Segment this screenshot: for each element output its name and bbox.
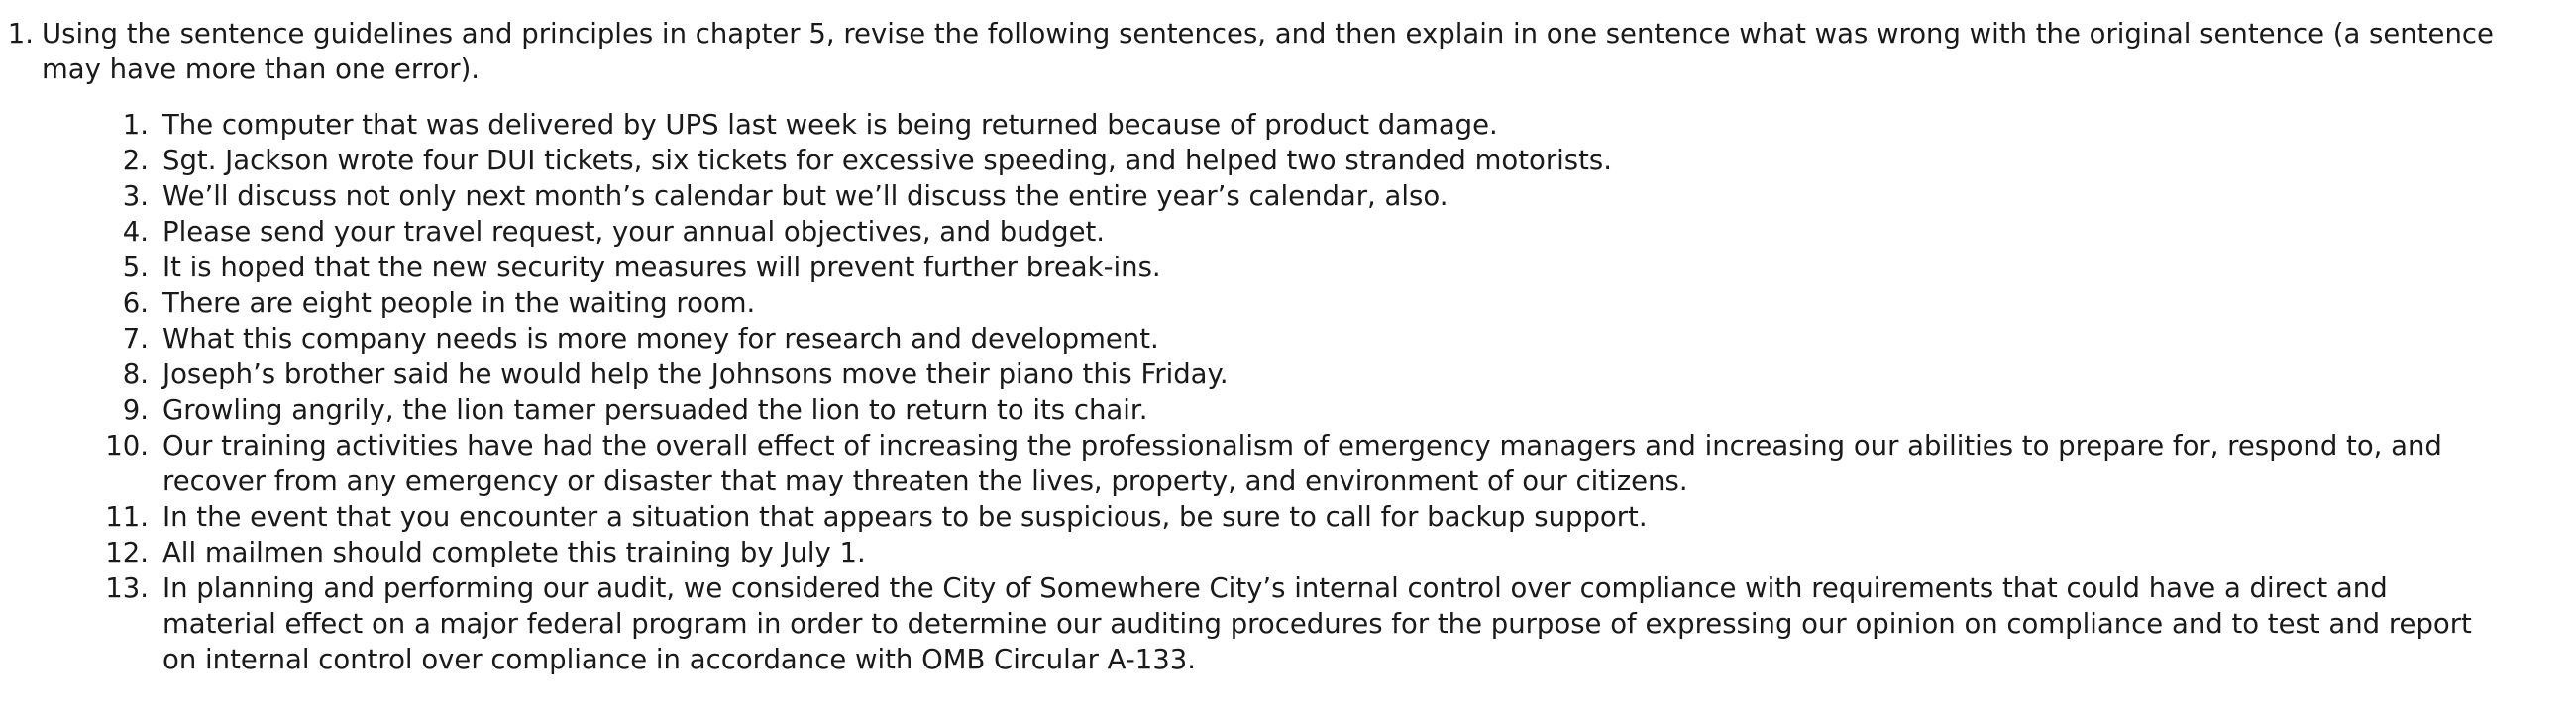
- sentence-number: 6.: [122, 287, 149, 319]
- sentence-item: [105, 570, 2507, 677]
- sentence-number: 3.: [122, 180, 149, 212]
- sentence-item: [121, 178, 2507, 214]
- question-number: 1.: [7, 18, 34, 50]
- sentence-text: In planning and performing our audit, we considered the City of Somewhere City’s internal control over compliance with requirements that could have a direct and material effect on a major federal program in order to determine our auditing procedures for the purpose of expressing our opinion on compliance and to test and report on internal control over compliance in accordance with OMB Circular A-133.: [162, 572, 2472, 675]
- sentence-text: What this company needs is more money for research and development.: [162, 323, 1159, 355]
- sentence-item: [121, 321, 2507, 357]
- sentence-text: Please send your travel request, your annual objectives, and budget.: [162, 216, 1106, 248]
- sentence-number: 9.: [122, 394, 149, 426]
- sentence-text: There are eight people in the waiting room.: [162, 287, 756, 319]
- sentence-number: 2.: [122, 145, 149, 176]
- sentence-item: [121, 143, 2507, 178]
- sentence-text: Sgt. Jackson wrote four DUI tickets, six tickets for excessive speeding, and helped two stranded motorists.: [162, 145, 1612, 176]
- sentence-text: The computer that was delivered by UPS last week is being returned because of product damage.: [162, 109, 1498, 141]
- sentence-number: 7.: [122, 323, 149, 355]
- sentence-item: [105, 535, 2507, 570]
- sentence-text: All mailmen should complete this training by July 1.: [162, 537, 866, 568]
- sentence-number: 11.: [105, 501, 149, 533]
- sentence-number: 10.: [105, 430, 149, 461]
- sentence-number: 8.: [122, 358, 149, 390]
- sentence-text: Joseph’s brother said he would help the Johnsons move their piano this Friday.: [162, 358, 1229, 390]
- sentence-item: [121, 357, 2507, 392]
- sentence-list: [42, 107, 2507, 677]
- sentence-item: [105, 428, 2507, 499]
- sentence-text: In the event that you encounter a situation that appears to be suspicious, be sure to call for backup support.: [162, 501, 1648, 533]
- sentence-number: 1.: [122, 109, 149, 141]
- sentence-text: It is hoped that the new security measures will prevent further break-ins.: [162, 252, 1161, 283]
- sentence-number: 5.: [122, 252, 149, 283]
- sentence-item: [121, 285, 2507, 321]
- sentence-item: [121, 250, 2507, 285]
- sentence-number: 13.: [105, 572, 149, 604]
- sentence-item: [105, 499, 2507, 535]
- sentence-item: [121, 392, 2507, 428]
- sentence-text: Our training activities have had the overall effect of increasing the professionalism of emergency managers and increasing our abilities to prepare for, respond to, and recover from any emergency or disaster that may threaten the lives, property, and environment of our citizens.: [162, 430, 2442, 497]
- question-prompt: Using the sentence guidelines and principles in chapter 5, revise the following sentences, and then explain in one sentence what was wrong with the original sentence (a sentence may have more than one error).: [42, 18, 2494, 85]
- sentence-item: [121, 214, 2507, 250]
- sentence-item: [121, 107, 2507, 143]
- sentence-text: We’ll discuss not only next month’s calendar but we’ll discuss the entire year’s calendar, also.: [162, 180, 1449, 212]
- sentence-text: Growling angrily, the lion tamer persuaded the lion to return to its chair.: [162, 394, 1148, 426]
- sentence-number: 12.: [105, 537, 149, 568]
- sentence-number: 4.: [122, 216, 149, 248]
